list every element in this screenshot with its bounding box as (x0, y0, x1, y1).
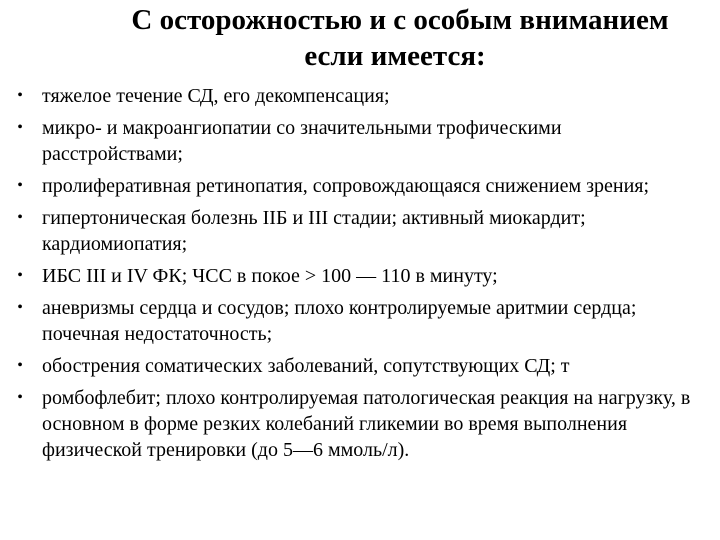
list-item (0, 263, 720, 289)
list-item-text: гипертоническая болезнь IIБ и III стадии; активный миокардит; кардиомиопатия; (42, 207, 586, 255)
list-item (0, 205, 720, 257)
bullet-icon: • (17, 87, 23, 104)
bullet-icon: • (17, 119, 23, 136)
list-item-text: пролиферативная ретинопатия, сопровождающаяся снижением зрения; (42, 175, 650, 197)
title-line-2: если имеется: (304, 40, 486, 72)
bullet-icon: • (17, 177, 23, 194)
list-item (0, 173, 720, 199)
list-item-text: обострения соматических заболеваний, сопутствующих СД; т (42, 355, 570, 377)
bullet-icon: • (17, 209, 23, 226)
list-item (0, 115, 720, 167)
bullet-icon: • (17, 299, 23, 316)
slide-title (0, 2, 720, 74)
bullet-icon: • (17, 389, 23, 406)
list-item-text: аневризмы сердца и сосудов; плохо контролируемые аритмии сердца; почечная недостаточность; (42, 297, 637, 345)
bullet-icon: • (17, 267, 23, 284)
list-item-text: тяжелое течение СД, его декомпенсация; (42, 85, 390, 107)
list-item (0, 385, 720, 463)
list-item-text: ИБС III и IV ФК; ЧСС в покое > 100 — 110 в минуту; (42, 265, 498, 287)
list-item-text: ромбофлебит; плохо контролируемая патологическая реакция на нагрузку, в основном в форме резких колебаний гликемии во время выполнения физической тренировки (до 5—6 ммоль/л). (42, 387, 691, 461)
list-item (0, 353, 720, 379)
list-item (0, 295, 720, 347)
list-item (0, 83, 720, 109)
bullet-list (0, 83, 720, 469)
bullet-icon: • (17, 357, 23, 374)
list-item-text: микро- и макроангиопатии со значительными трофическими расстройствами; (42, 117, 562, 165)
title-line-1: С осторожностью и с особым вниманием (131, 4, 669, 36)
